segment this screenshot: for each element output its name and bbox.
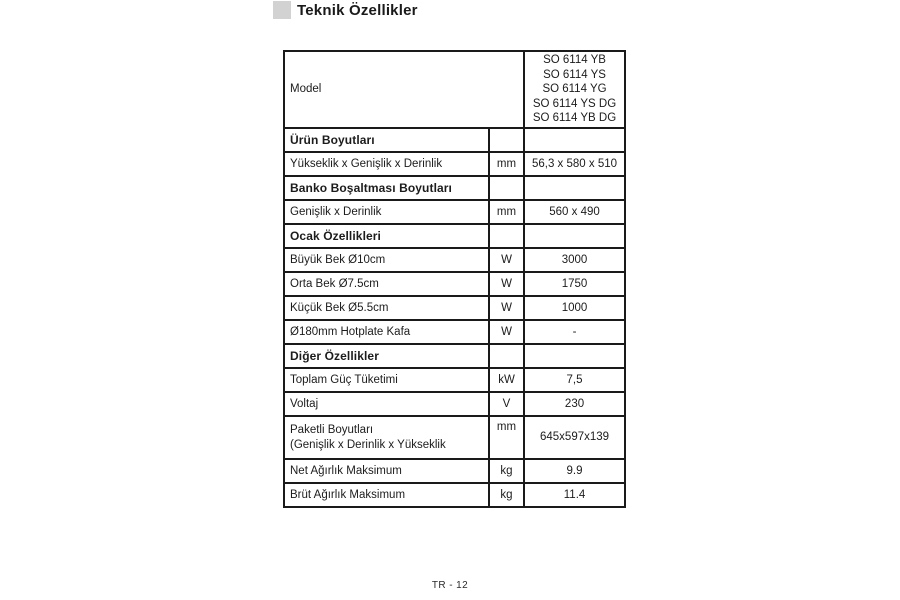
spec-unit: kg (500, 488, 513, 501)
spec-label: Brüt Ağırlık Maksimum (290, 488, 406, 501)
spec-label: Küçük Bek Ø5.5cm (290, 301, 389, 314)
spec-value-cell (524, 483, 625, 507)
spec-unit: kg (500, 464, 513, 477)
spec-value: 56,3 x 580 x 510 (531, 157, 618, 170)
table-row (284, 344, 625, 368)
spec-label: Ø180mm Hotplate Kafa (290, 325, 411, 338)
spec-value-cell (524, 320, 625, 344)
spec-label: Büyük Bek Ø10cm (290, 253, 386, 266)
table-row (284, 459, 625, 483)
spec-table-body (284, 51, 625, 507)
table-row (284, 483, 625, 507)
model-label: Model (290, 83, 322, 96)
spec-label-cell (284, 392, 489, 416)
spec-value: 1750 (561, 277, 588, 290)
section-label-cell (284, 128, 489, 152)
spec-label: Toplam Güç Tüketimi (290, 373, 398, 386)
model-value-line: SO 6114 YG (542, 83, 607, 96)
empty-value-cell (524, 128, 625, 152)
spec-value-cell (524, 248, 625, 272)
spec-label: Orta Bek Ø7.5cm (290, 277, 379, 290)
table-row (284, 416, 625, 459)
model-value-line: SO 6114 YS (543, 68, 606, 81)
spec-value: 11.4 (563, 488, 586, 501)
spec-unit: W (501, 325, 512, 338)
spec-unit: W (501, 253, 512, 266)
spec-unit: mm (496, 205, 517, 218)
spec-unit: mm (496, 157, 517, 170)
empty-value-cell (524, 344, 625, 368)
empty-unit-cell (489, 176, 524, 200)
spec-unit-cell (489, 200, 524, 224)
model-value-line: SO 6114 YS DG (532, 97, 617, 110)
spec-label: Net Ağırlık Maksimum (290, 464, 402, 477)
model-value-line: SO 6114 YB (543, 54, 606, 67)
spec-value-cell (524, 459, 625, 483)
spec-unit-cell (489, 483, 524, 507)
spec-table (283, 50, 626, 508)
spec-label-cell (284, 248, 489, 272)
section-label-cell (284, 224, 489, 248)
spec-value-cell (524, 416, 625, 459)
section-label: Diğer Özellikler (290, 348, 379, 363)
spec-label-cell (284, 296, 489, 320)
spec-label: Genişlik x Derinlik (290, 205, 382, 218)
section-label-cell (284, 344, 489, 368)
page-title: Teknik Özellikler (297, 1, 418, 19)
page-number: TR - 12 (431, 580, 469, 591)
table-row (284, 51, 625, 128)
spec-label-cell (284, 272, 489, 296)
spec-unit: kW (498, 373, 515, 386)
model-label-cell (284, 51, 524, 128)
spec-value: 3000 (561, 253, 588, 266)
spec-value: 230 (564, 397, 585, 410)
spec-value-cell (524, 368, 625, 392)
spec-value: 560 x 490 (549, 205, 600, 218)
section-label-cell (284, 176, 489, 200)
spec-value: 645x597x139 (539, 431, 610, 444)
empty-unit-cell (489, 344, 524, 368)
page-header (273, 1, 418, 19)
table-row (284, 296, 625, 320)
spec-value-cell (524, 152, 625, 176)
spec-unit: mm (496, 421, 517, 433)
table-row (284, 200, 625, 224)
spec-label: Voltaj (290, 397, 319, 410)
spec-unit: V (502, 397, 511, 410)
empty-value-cell (524, 176, 625, 200)
spec-label-cell (284, 416, 489, 459)
section-label: Ocak Özellikleri (290, 228, 381, 243)
spec-label-cell (284, 320, 489, 344)
spec-unit: W (501, 301, 512, 314)
spec-value-cell (524, 392, 625, 416)
spec-label-cell (284, 152, 489, 176)
section-label: Banko Boşaltması Boyutları (290, 180, 452, 195)
spec-label: Paketli Boyutları (290, 424, 374, 436)
table-row (284, 248, 625, 272)
table-row (284, 368, 625, 392)
spec-label-cell (284, 368, 489, 392)
spec-unit-cell (489, 459, 524, 483)
spec-unit-cell (489, 392, 524, 416)
spec-unit-cell (489, 272, 524, 296)
spec-unit-cell (489, 248, 524, 272)
spec-value-cell (524, 272, 625, 296)
spec-unit-cell (489, 416, 524, 459)
model-values-cell (524, 51, 625, 128)
model-value-line: SO 6114 YB DG (532, 112, 617, 125)
spec-unit-cell (489, 320, 524, 344)
spec-label-cell (284, 200, 489, 224)
table-row (284, 176, 625, 200)
spec-unit-cell (489, 368, 524, 392)
table-row (284, 152, 625, 176)
spec-label-cell (284, 483, 489, 507)
spec-unit-cell (489, 152, 524, 176)
spec-value: 1000 (561, 301, 588, 314)
table-row (284, 392, 625, 416)
section-label: Ürün Boyutları (290, 132, 375, 147)
spec-label-line2: (Genişlik x Derinlik x Yükseklik (290, 438, 446, 451)
empty-unit-cell (489, 224, 524, 248)
spec-value: 9.9 (566, 464, 583, 477)
spec-unit: W (501, 277, 512, 290)
spec-value: - (572, 325, 577, 338)
table-row (284, 224, 625, 248)
empty-value-cell (524, 224, 625, 248)
table-row (284, 272, 625, 296)
spec-value: 7,5 (566, 373, 583, 386)
table-row (284, 320, 625, 344)
spec-label: Yükseklik x Genişlik x Derinlik (290, 157, 443, 170)
section-marker-icon (273, 1, 291, 19)
spec-label-cell (284, 459, 489, 483)
spec-value-cell (524, 200, 625, 224)
table-row (284, 128, 625, 152)
spec-value-cell (524, 296, 625, 320)
empty-unit-cell (489, 128, 524, 152)
spec-unit-cell (489, 296, 524, 320)
